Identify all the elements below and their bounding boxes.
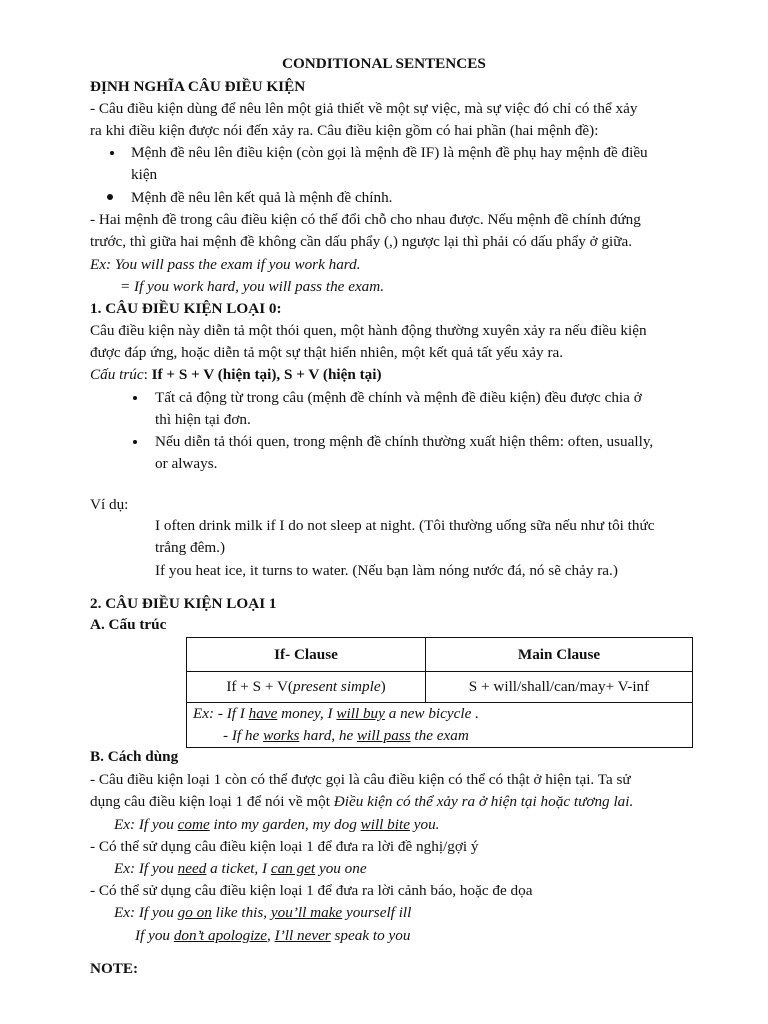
definition-bullet-1-line-2: kiện bbox=[131, 166, 158, 183]
definition-intro-line-1: - Câu điều kiện dùng để nêu lên một giả thiết về một sự việc, mà sự việc đó chỉ có thể xảy bbox=[90, 100, 638, 117]
if-formula-tense: present simple bbox=[292, 678, 381, 695]
example-underlined: works bbox=[263, 727, 300, 744]
table-cell-if-formula bbox=[187, 672, 426, 703]
type1-use-1-line-2 bbox=[90, 791, 633, 813]
example-text: you one bbox=[315, 860, 367, 877]
example-underlined: come bbox=[177, 816, 210, 833]
document-title: CONDITIONAL SENTENCES bbox=[282, 55, 486, 72]
example-text: Ex: If you bbox=[114, 816, 178, 833]
bullet-icon bbox=[110, 151, 114, 155]
example-text: yourself ill bbox=[342, 904, 412, 921]
definition-swap-line-2: trước, thì giữa hai mệnh đề không cần dấu phẩy (,) ngược lại thì phải có dấu phẩy ở giữa. bbox=[90, 233, 633, 250]
type0-example-label: Ví dụ: bbox=[90, 496, 129, 513]
bullet-icon bbox=[133, 396, 137, 400]
type1-use-3: - Có thể sử dụng câu điều kiện loại 1 để đưa ra lời cảnh báo, hoặc đe dọa bbox=[90, 882, 533, 899]
definition-example-2: = If you work hard, you will pass the exam. bbox=[120, 278, 385, 295]
type0-description-line-2: được đáp ứng, hoặc diễn tả một sự thật hiển nhiên, một kết quả tất yếu xảy ra. bbox=[90, 344, 564, 361]
table-row bbox=[187, 703, 693, 748]
type0-structure-colon: : bbox=[143, 366, 152, 383]
use-text: dụng câu điều kiện loại 1 để nói về một bbox=[90, 793, 334, 810]
example-text: Ex: - If I bbox=[193, 705, 249, 722]
type1-use-1-example bbox=[114, 814, 439, 836]
type0-heading: 1. CÂU ĐIỀU KIỆN LOẠI 0: bbox=[90, 300, 282, 317]
example-text: into my garden, my dog bbox=[209, 816, 361, 833]
if-formula-text: If + S + V( bbox=[226, 678, 293, 695]
type1-use-3-example-2 bbox=[135, 925, 410, 947]
example-text: , bbox=[267, 927, 275, 944]
definition-example-1: Ex: You will pass the exam if you work hard. bbox=[90, 256, 361, 273]
type0-bullet-2-line-2: or always. bbox=[155, 455, 218, 472]
type0-structure-formula: If + S + V (hiện tại), S + V (hiện tại) bbox=[151, 366, 382, 383]
type1-section-a: A. Cấu trúc bbox=[90, 616, 167, 633]
table-row bbox=[187, 672, 693, 703]
type1-use-3-example-1 bbox=[114, 902, 411, 924]
example-underlined: need bbox=[177, 860, 207, 877]
bullet-icon bbox=[133, 440, 137, 444]
example-text: like this, bbox=[211, 904, 271, 921]
type0-description-line-1: Câu điều kiện này diễn tả một thói quen, một hành động thường xuyên xảy ra nếu điều kiện bbox=[90, 322, 647, 339]
note-heading: NOTE: bbox=[90, 960, 139, 977]
example-text: If you bbox=[135, 927, 174, 944]
table-example-2 bbox=[193, 725, 686, 747]
example-underlined: don’t apologize bbox=[173, 927, 268, 944]
example-underlined: will pass bbox=[357, 727, 411, 744]
type1-use-1-line-1: - Câu điều kiện loại 1 còn có thể được gọi là câu điều kiện có thể có thật ở hiện tại. Ta sử bbox=[90, 771, 631, 788]
table-example-1 bbox=[193, 703, 686, 725]
type0-structure-label: Cấu trúc bbox=[90, 366, 144, 383]
table-cell-examples bbox=[187, 703, 693, 748]
type1-use-2-example bbox=[114, 858, 367, 880]
example-underlined: have bbox=[248, 705, 278, 722]
type0-example-2: If you heat ice, it turns to water. (Nếu bạn làm nóng nước đá, nó sẽ chảy ra.) bbox=[155, 562, 618, 579]
definition-heading: ĐỊNH NGHĨA CÂU ĐIỀU KIỆN bbox=[90, 78, 306, 95]
type0-bullet-2-line-1: Nếu diễn tả thói quen, trong mệnh đề chính thường xuất hiện thêm: often, usually, bbox=[155, 433, 654, 450]
example-text: money, I bbox=[277, 705, 337, 722]
example-underlined: will buy bbox=[336, 705, 385, 722]
example-text: Ex: If you bbox=[114, 860, 178, 877]
bullet-icon bbox=[107, 194, 113, 200]
type0-example-1-line-2: trắng đêm.) bbox=[155, 539, 226, 556]
definition-intro-line-2: ra khi điều kiện được nói đến xảy ra. Câu điều kiện gồm có hai phần (hai mệnh đề): bbox=[90, 122, 599, 139]
example-text: you. bbox=[409, 816, 440, 833]
table-header-main-clause: Main Clause bbox=[426, 638, 693, 672]
type0-structure bbox=[90, 364, 382, 386]
type0-bullet-1-line-2: thì hiện tại đơn. bbox=[155, 411, 251, 428]
type1-section-b: B. Cách dùng bbox=[90, 748, 179, 765]
example-text: Ex: If you bbox=[114, 904, 178, 921]
if-formula-close: ) bbox=[380, 678, 386, 695]
definition-bullet-1-line-1: Mệnh đề nêu lên điều kiện (còn gọi là mệnh đề IF) là mệnh đề phụ hay mệnh đề điều bbox=[131, 144, 648, 161]
example-underlined: can get bbox=[270, 860, 316, 877]
example-text: the exam bbox=[410, 727, 469, 744]
example-text: speak to you bbox=[330, 927, 411, 944]
example-underlined: you’ll make bbox=[270, 904, 343, 921]
example-underlined: will bite bbox=[360, 816, 410, 833]
example-underlined: I’ll never bbox=[274, 927, 331, 944]
table-header-if-clause: If- Clause bbox=[187, 638, 426, 672]
example-text: a ticket, I bbox=[206, 860, 271, 877]
definition-bullet-2: Mệnh đề nêu lên kết quả là mệnh đề chính. bbox=[131, 189, 393, 206]
table-header-row bbox=[187, 638, 693, 672]
definition-swap-line-1: - Hai mệnh đề trong câu điều kiện có thể đổi chỗ cho nhau được. Nếu mệnh đề chính đứng bbox=[90, 211, 641, 228]
use-text-italic: Điều kiện có thể xảy ra ở hiện tại hoặc tương lai. bbox=[333, 793, 634, 810]
type0-example-1-line-1: I often drink milk if I do not sleep at night. (Tôi thường uống sữa nếu như tôi thức bbox=[155, 517, 655, 534]
table-cell-main-formula: S + will/shall/can/may+ V-inf bbox=[426, 672, 693, 703]
type1-heading: 2. CÂU ĐIỀU KIỆN LOẠI 1 bbox=[90, 595, 277, 612]
example-text: a new bicycle . bbox=[384, 705, 479, 722]
structure-table bbox=[186, 637, 693, 748]
example-text: - If he bbox=[223, 727, 264, 744]
type0-bullet-1-line-1: Tất cả động từ trong câu (mệnh đề chính và mệnh đề điều kiện) đều được chia ở bbox=[155, 389, 642, 406]
example-text: hard, he bbox=[299, 727, 358, 744]
example-underlined: go on bbox=[177, 904, 212, 921]
type1-use-2: - Có thể sử dụng câu điều kiện loại 1 để đưa ra lời đề nghị/gợi ý bbox=[90, 838, 479, 855]
